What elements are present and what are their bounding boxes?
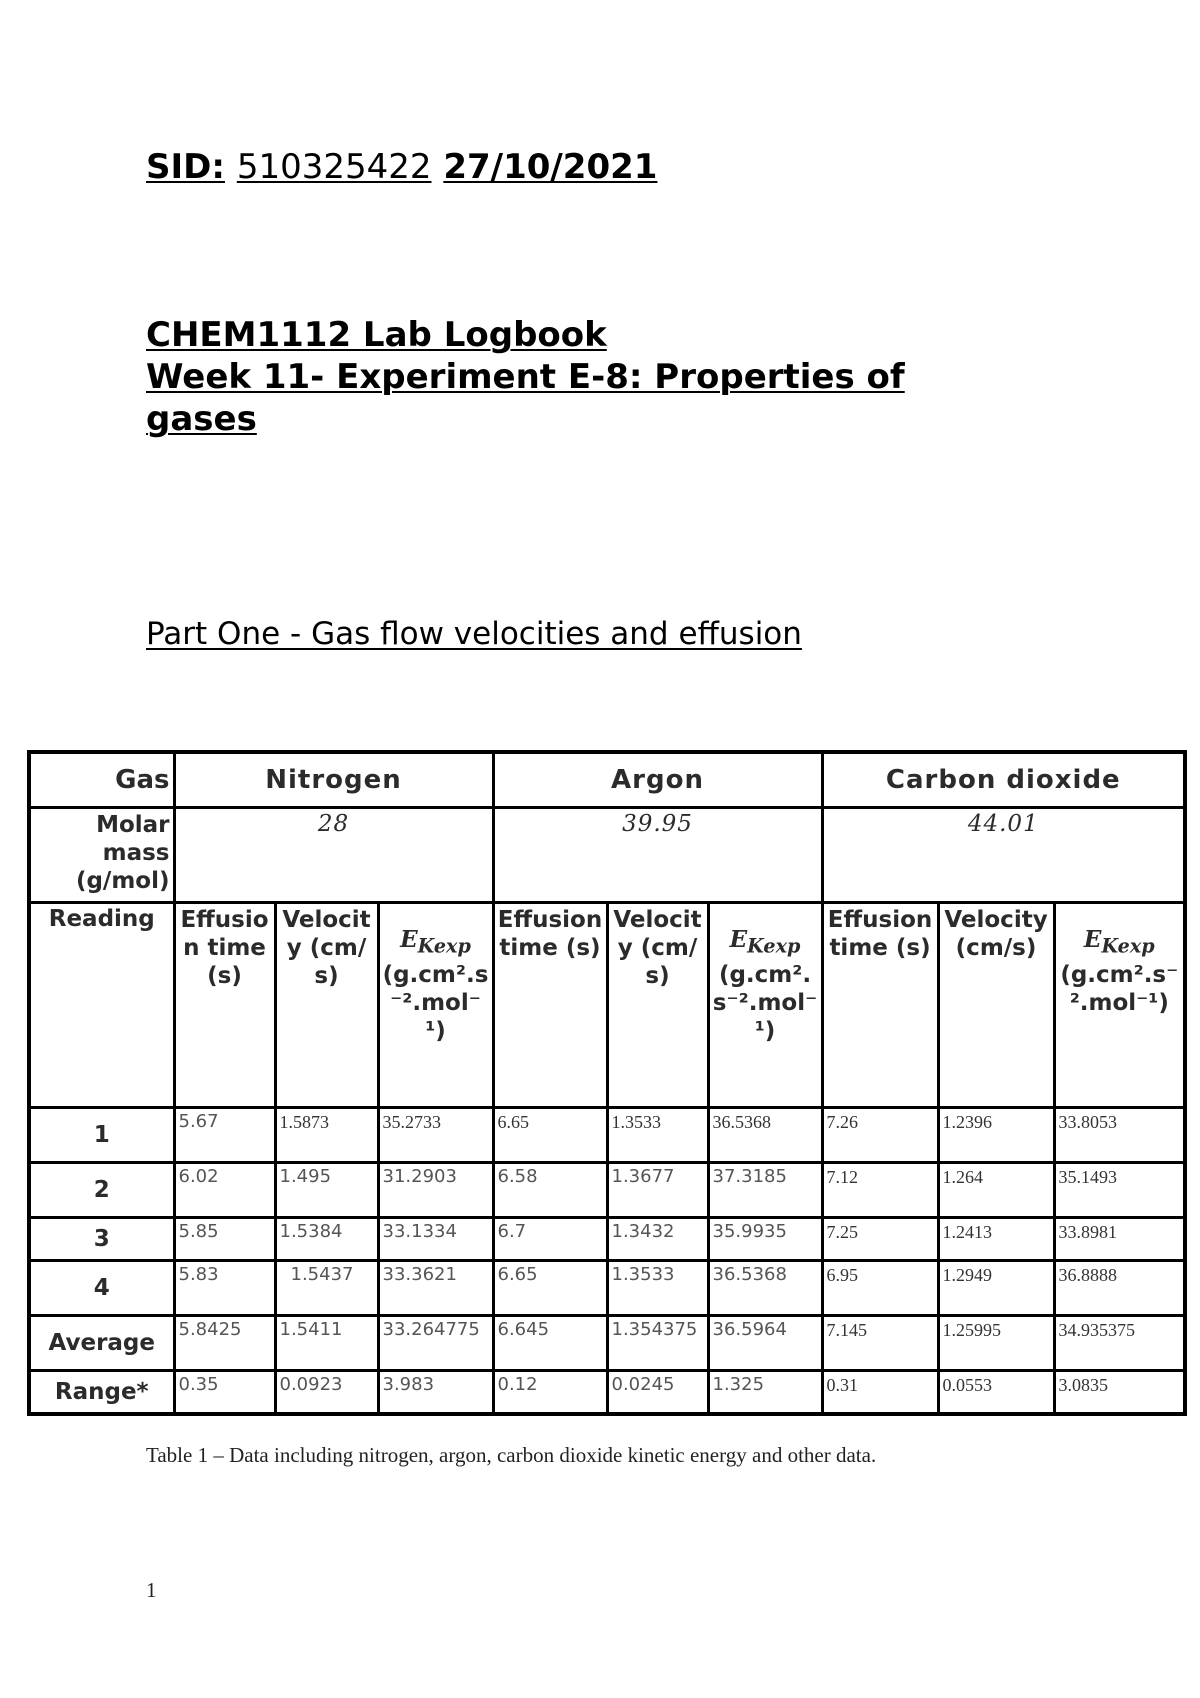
ek-symbol: E <box>400 926 418 953</box>
table-cell: 31.2903 <box>378 1163 493 1218</box>
table-cell: 33.1334 <box>378 1218 493 1261</box>
row-label: 4 <box>29 1261 174 1316</box>
sid-label: SID: <box>146 147 225 187</box>
table-cell: 1.5384 <box>275 1218 378 1261</box>
row-label: 3 <box>29 1218 174 1261</box>
row-label: 2 <box>29 1163 174 1218</box>
gas-header-row <box>29 752 1185 808</box>
table-cell: 6.65 <box>493 1261 607 1316</box>
title-line-1: CHEM1112 Lab Logbook <box>146 315 607 355</box>
molar-mass-argon: 39.95 <box>493 808 822 903</box>
page-number: 1 <box>146 1578 157 1602</box>
table-cell: 1.5873 <box>275 1108 378 1163</box>
ek-units: (g.cm².s⁻².mol⁻¹) <box>382 961 489 1044</box>
ek-symbol: E <box>1083 926 1102 953</box>
table-row <box>29 1163 1185 1218</box>
velocity-header: Velocity (cm/s) <box>275 903 378 1108</box>
velocity-header: Velocity (cm/s) <box>938 903 1054 1108</box>
ek-subscript: Kexp <box>1101 934 1155 958</box>
table-cell: 0.35 <box>174 1371 275 1415</box>
table-cell: 0.0245 <box>607 1371 708 1415</box>
kinetic-energy-header <box>1054 903 1185 1108</box>
gas-name-carbon-dioxide: Carbon dioxide <box>822 752 1185 808</box>
table-cell: 1.2413 <box>938 1218 1054 1261</box>
ek-symbol: E <box>729 926 748 953</box>
table-cell: 5.8425 <box>174 1316 275 1371</box>
table-caption: Table 1 – Data including nitrogen, argon, carbon dioxide kinetic energy and other data. <box>146 1443 877 1467</box>
table-row <box>29 1261 1185 1316</box>
table-cell: 0.0553 <box>938 1371 1054 1415</box>
table-cell: 5.67 <box>174 1108 275 1163</box>
ek-units: (g.cm².s⁻².mol⁻¹) <box>1060 961 1179 1016</box>
table-cell: 0.12 <box>493 1371 607 1415</box>
table-cell: 6.7 <box>493 1218 607 1261</box>
table-cell: 1.3533 <box>607 1261 708 1316</box>
table-cell: 7.26 <box>822 1108 938 1163</box>
table-cell: 6.58 <box>493 1163 607 1218</box>
table-cell: 0.0923 <box>275 1371 378 1415</box>
data-table <box>27 750 1187 1416</box>
ek-subscript: Kexp <box>417 934 471 958</box>
header-block <box>146 146 657 188</box>
row-label: Range* <box>29 1371 174 1415</box>
table-cell: 35.1493 <box>1054 1163 1185 1218</box>
row-label: Average <box>29 1316 174 1371</box>
gas-label: Gas <box>29 752 174 808</box>
table-cell: 35.9935 <box>708 1218 822 1261</box>
table-row <box>29 1371 1185 1415</box>
ek-subscript: Kexp <box>747 934 801 958</box>
molar-mass-label: Molar mass (g/mol) <box>29 808 174 903</box>
row-label: 1 <box>29 1108 174 1163</box>
molar-mass-nitrogen: 28 <box>174 808 493 903</box>
table-cell: 1.495 <box>275 1163 378 1218</box>
effusion-time-header: Effusion time (s) <box>174 903 275 1108</box>
table-cell: 33.264775 <box>378 1316 493 1371</box>
sid-value: 510325422 <box>236 147 432 187</box>
table-cell: 33.8981 <box>1054 1218 1185 1261</box>
table-cell: 1.5437 <box>275 1261 378 1316</box>
title-line-3: gases <box>146 399 257 439</box>
gas-name-nitrogen: Nitrogen <box>174 752 493 808</box>
table-cell: 36.8888 <box>1054 1261 1185 1316</box>
table-cell: 5.83 <box>174 1261 275 1316</box>
table-cell: 0.31 <box>822 1371 938 1415</box>
table-cell: 33.8053 <box>1054 1108 1185 1163</box>
date: 27/10/2021 <box>443 147 658 187</box>
table-cell: 37.3185 <box>708 1163 822 1218</box>
ek-units: (g.cm².s⁻².mol⁻¹) <box>712 961 818 1044</box>
reading-header: Reading <box>29 903 174 1108</box>
table-cell: 3.983 <box>378 1371 493 1415</box>
table-cell: 6.95 <box>822 1261 938 1316</box>
table-cell: 1.264 <box>938 1163 1054 1218</box>
kinetic-energy-header <box>378 903 493 1108</box>
table-cell: 6.65 <box>493 1108 607 1163</box>
table-cell: 1.5411 <box>275 1316 378 1371</box>
table-cell: 7.25 <box>822 1218 938 1261</box>
table-cell: 1.2396 <box>938 1108 1054 1163</box>
table-cell: 1.25995 <box>938 1316 1054 1371</box>
table-cell: 3.0835 <box>1054 1371 1185 1415</box>
document-title <box>146 314 1026 440</box>
table-cell: 33.3621 <box>378 1261 493 1316</box>
effusion-time-header: Effusion time (s) <box>822 903 938 1108</box>
table-cell: 1.325 <box>708 1371 822 1415</box>
column-header-row <box>29 903 1185 1108</box>
velocity-header: Velocity (cm/s) <box>607 903 708 1108</box>
table-row <box>29 1218 1185 1261</box>
table-cell: 1.3432 <box>607 1218 708 1261</box>
table-cell: 1.354375 <box>607 1316 708 1371</box>
molar-mass-row <box>29 808 1185 903</box>
effusion-time-header: Effusion time (s) <box>493 903 607 1108</box>
table-cell: 6.02 <box>174 1163 275 1218</box>
part-heading: Part One - Gas flow velocities and effusion <box>146 616 802 652</box>
table-row <box>29 1316 1185 1371</box>
table-cell: 36.5368 <box>708 1108 822 1163</box>
table-cell: 5.85 <box>174 1218 275 1261</box>
gas-name-argon: Argon <box>493 752 822 808</box>
table-cell: 35.2733 <box>378 1108 493 1163</box>
table-cell: 7.12 <box>822 1163 938 1218</box>
table-cell: 7.145 <box>822 1316 938 1371</box>
molar-mass-carbon-dioxide: 44.01 <box>822 808 1185 903</box>
title-line-2: Week 11- Experiment E-8: Properties of <box>146 357 905 397</box>
table-cell: 1.3533 <box>607 1108 708 1163</box>
table-cell: 1.2949 <box>938 1261 1054 1316</box>
table-row <box>29 1108 1185 1163</box>
table-cell: 36.5368 <box>708 1261 822 1316</box>
table-cell: 36.5964 <box>708 1316 822 1371</box>
table-cell: 1.3677 <box>607 1163 708 1218</box>
kinetic-energy-header <box>708 903 822 1108</box>
table-cell: 6.645 <box>493 1316 607 1371</box>
table-cell: 34.935375 <box>1054 1316 1185 1371</box>
